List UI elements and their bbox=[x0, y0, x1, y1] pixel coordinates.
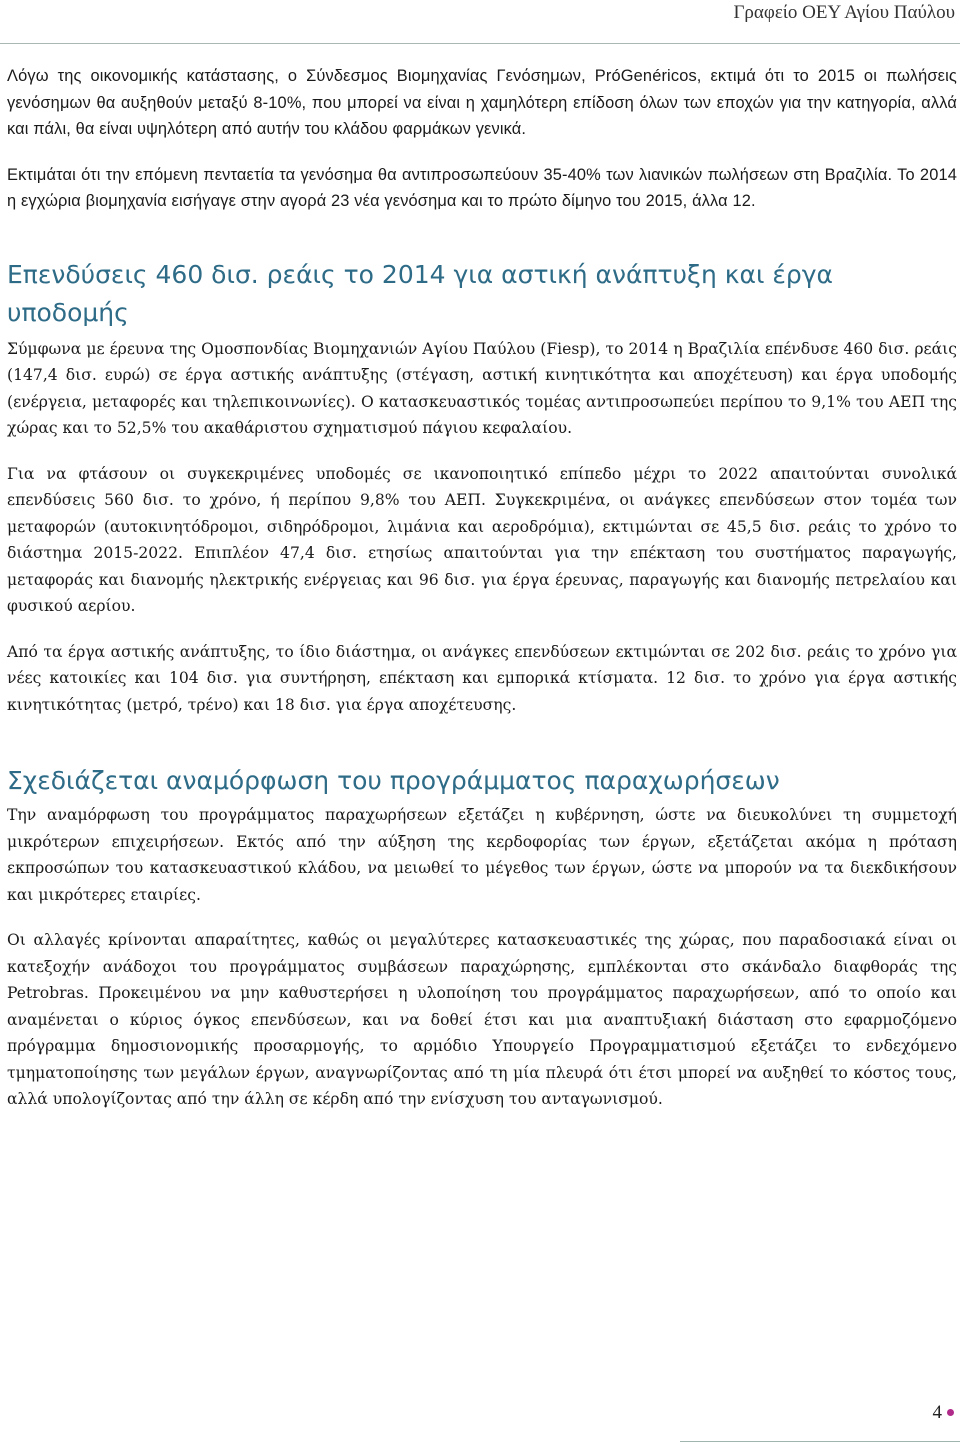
section1-paragraph-3: Από τα έργα αστικής ανάπτυξης, το ίδιο διάστημα, οι ανάγκες επενδύσεων εκτιμώνται σε 202 δισ. ρεάις το χρόνο για νέες κατοικίες και 104 δισ. για συντήρηση, επέκταση και εμπορικά κτίσματα. 12 δισ. το χρόνο για έργα αστικής κινητικότητας (μετρό, τρένο) και 18 δισ. για έργα αποχέτευσης. bbox=[7, 642, 957, 714]
section1-paragraph-1: Σύμφωνα με έρευνα της Ομοσπονδίας Βιομηχανιών Αγίου Παύλου (Fiesp), το 2014 η Βραζιλία επένδυσε 460 δισ. ρεάις (147,4 δισ. ευρώ) σε έργα αστικής ανάπτυξης (στέγαση, αστική κινητικότητα και αποχέτευση) και έργα υποδομής (ενέργεια, μεταφορές και τηλεπικοινωνίες). Ο κατασκευαστικός τομέας αντιπροσωπεύει περίπου το 9,1% του ΑΕΠ της χώρας και το 52,5% του ακαθάριστου σχηματισμού πάγιου κεφαλαίου. bbox=[7, 339, 957, 437]
document-body bbox=[7, 63, 957, 1113]
page-dot-ornament bbox=[947, 1409, 954, 1416]
intro-paragraph-2: Εκτιμάται ότι την επόμενη πενταετία τα γενόσημα θα αντιπροσωπεύουν 35-40% των λιανικών πωλήσεων στη Βραζιλία. Το 2014 η εγχώρια βιομηχανία εισήγαγε στην αγορά 23 νέα γενόσημα και το πρώτο δίμηνο του 2015, άλλα 12. bbox=[7, 165, 957, 210]
section2-paragraph-2: Οι αλλαγές κρίνονται απαραίτητες, καθώς οι μεγαλύτερες κατασκευαστικές της χώρας, που παραδοσιακά είναι οι κατεξοχήν ανάδοχοι του προγράμματος συμβάσεων παραχώρησης, εμπλέκονται στο σκάνδαλο διαφθοράς της Petrobras. Προκειμένου να μην καθυστερήσει η υλοποίηση του προγράμματος παραχωρήσεων, από το οποίο και αναμένεται ο κύριος όγκος επενδύσεων, και να δοθεί έτσι και μια αναπτυξιακή διάσταση στο εφαρμοζόμενο πρόγραμμα δημοσιονομικής προσαρμογής, το αρμόδιο Υπουργείο Προγραμματισμού εξετάζει το ενδεχόμενο τμηματοποίησης των μεγάλων έργων, αναγνωρίζοντας από τη μία πλευρά ότι έτσι μπορεί να αυξηθεί το κόστος τους, αλλά υπολογίζοντας από την άλλη σε κέρδη από την ενίσχυση του ανταγωνισμού. bbox=[7, 931, 957, 1108]
running-header: Γραφείο ΟΕΥ Αγίου Παύλου bbox=[733, 2, 955, 23]
intro-paragraph-1: Λόγω της οικονομικής κατάστασης, ο Σύνδεσμος Βιομηχανίας Γενόσημων, PróGenéricos, εκτιμά ότι το 2015 οι πωλήσεις γενόσημων θα αυξηθούν μεταξύ 8-10%, που μπορεί να είναι η χαμηλότερη επίδοση όλων των εποχών για την κατηγορία, αλλά και πάλι, θα είναι υψηλότερη από αυτήν του κλάδου φαρμάκων γενικά. bbox=[7, 67, 957, 138]
page-number: 4 bbox=[932, 1402, 942, 1423]
footer-divider bbox=[680, 1441, 960, 1442]
section-heading-investments: Επενδύσεις 460 δισ. ρεάις το 2014 για αστική ανάπτυξη και έργα υποδομής bbox=[7, 259, 834, 327]
header-divider bbox=[0, 43, 960, 44]
section-heading-concessions: Σχεδιάζεται αναμόρφωση του προγράμματος παραχωρήσεων bbox=[7, 766, 780, 795]
section2-paragraph-1: Την αναμόρφωση του προγράμματος παραχωρήσεων εξετάζει η κυβέρνηση, ώστε να διευκολύνει τη συμμετοχή μικρότερων επιχειρήσεων. Εκτός από την αύξηση της κερδοφορίας των έργων, εξετάζεται ακόμα η πρόταση εκπροσώπων του κατασκευαστικού κλάδου, να μειωθεί το μέγεθος των έργων, ώστε να μπορούν να τα διεκδικήσουν και μικρότερες εταιρίες. bbox=[7, 806, 957, 904]
section1-paragraph-2: Για να φτάσουν οι συγκεκριμένες υποδομές σε ικανοποιητικό επίπεδο μέχρι το 2022 απαιτούνται συνολικά επενδύσεις 560 δισ. το χρόνο, ή περίπου 9,8% του ΑΕΠ. Συγκεκριμένα, οι ανάγκες επενδύσεων στον τομέα των μεταφορών (αυτοκινητόδρομοι, σιδηρόδρομοι, λιμάνια και αεροδρόμια), εκτιμώνται σε 45,5 δισ. ρεάις το χρόνο το διάστημα 2015-2022. Επιπλέον 47,4 δισ. ετησίως απαιτούνται για την επέκταση του συστήματος παραγωγής, μεταφοράς και διανομής ηλεκτρικής ενέργειας και 96 δισ. για έργα έρευνας, παραγωγής και διανομής πετρελαίου και φυσικού αερίου. bbox=[7, 464, 957, 615]
